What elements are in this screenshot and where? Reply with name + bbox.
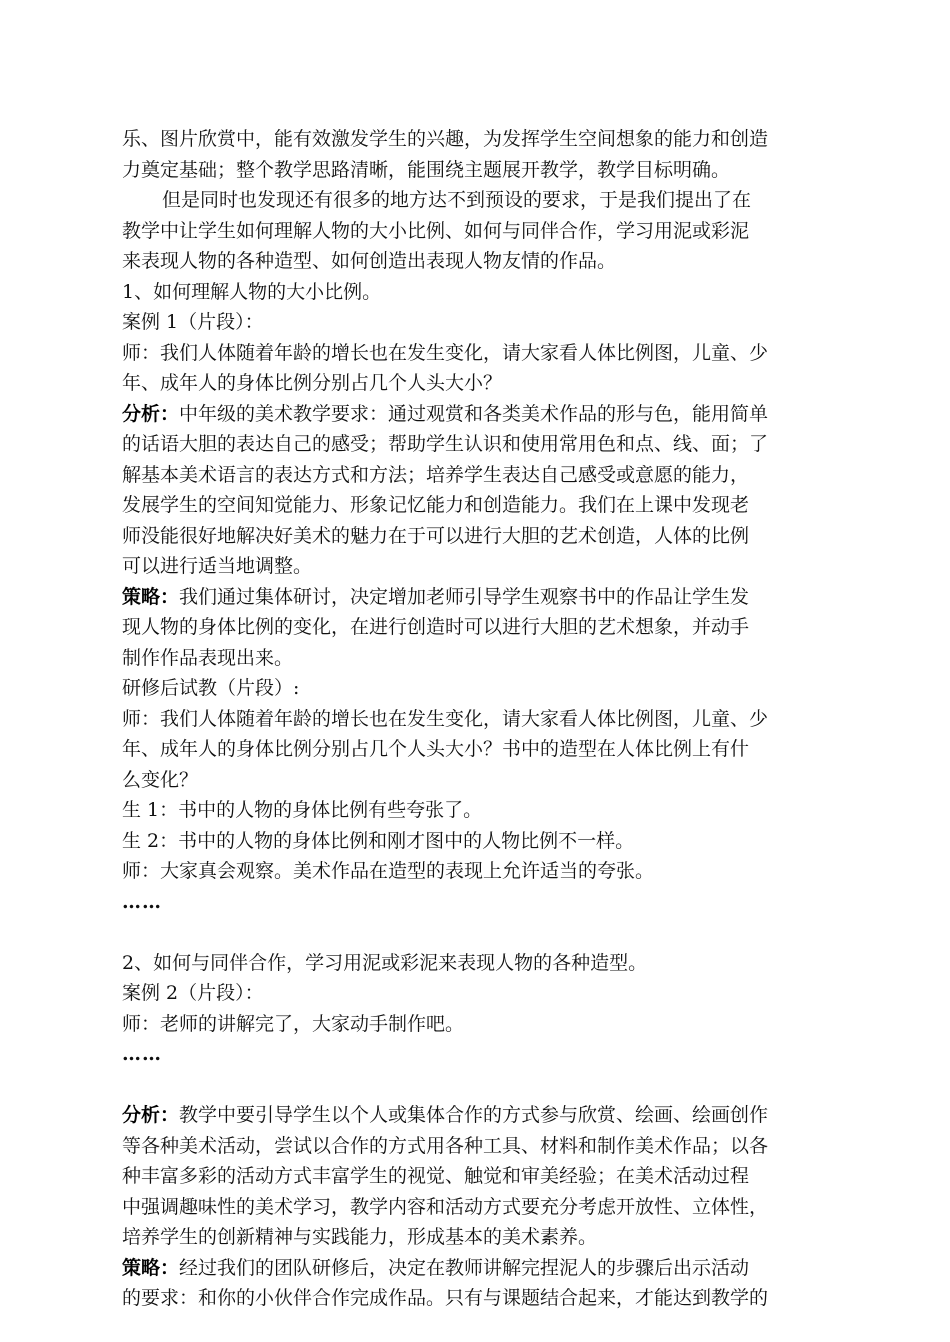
- labeled-paragraph-line: [122, 582, 852, 613]
- text-line: [122, 185, 852, 216]
- text-line: [122, 521, 852, 552]
- line-text: 乐、图片欣赏中，能有效激发学生的兴趣，为发挥学生空间想象的能力和创造: [122, 128, 769, 150]
- line-text: 制作作品表现出来。: [122, 646, 294, 669]
- line-text: 经过我们的团队研修后，决定在教师讲解完捏泥人的步骤后出示活动: [179, 1256, 750, 1279]
- text-line: [122, 1131, 852, 1162]
- line-text: 培养学生的创新精神与实践能力，形成基本的美术素养。: [122, 1226, 598, 1248]
- line-text: 可以进行适当地调整。: [122, 555, 313, 577]
- text-line: [122, 124, 852, 155]
- line-text: 现人物的身体比例的变化，在进行创造时可以进行大胆的艺术想象，并动手: [122, 616, 750, 638]
- text-line: [122, 734, 852, 765]
- text-line: [122, 155, 852, 186]
- text-line: [122, 490, 852, 521]
- text-line: [122, 704, 852, 735]
- blank-line: [122, 917, 852, 948]
- line-text: 生 1：书中的人物的身体比例有些夸张了。: [122, 799, 483, 821]
- line-text: 发展学生的空间知觉能力、形象记忆能力和创造能力。我们在上课中发现老: [122, 494, 750, 516]
- line-text: 等各种美术活动，尝试以合作的方式用各种工具、材料和制作美术作品；以各: [122, 1134, 769, 1157]
- section-label: 分析：: [122, 402, 180, 425]
- text-line: [122, 1009, 852, 1040]
- line-text: 案例 2（片段）：: [122, 982, 264, 1004]
- text-line: [122, 673, 852, 704]
- text-line: [122, 765, 852, 796]
- line-text: 种丰富多彩的活动方式丰富学生的视觉、触觉和审美经验；在美术活动过程: [122, 1165, 750, 1187]
- ellipsis-line: [122, 1039, 852, 1070]
- text-line: [122, 612, 852, 643]
- line-text: 研修后试教（片段）:: [122, 677, 300, 699]
- line-text: 年、成年人的身体比例分别占几个人头大小？书中的造型在人体比例上有什: [122, 738, 750, 760]
- line-text: 但是同时也发现还有很多的地方达不到预设的要求，于是我们提出了在: [162, 189, 752, 211]
- line-text: 解基本美术语言的表达方式和方法；培养学生表达自己感受或意愿的能力，: [122, 463, 750, 486]
- text-line: [122, 1192, 852, 1223]
- text-line: [122, 795, 852, 826]
- line-text: 案例 1（片段）：: [122, 311, 264, 333]
- line-text: 师：我们人体随着年龄的增长也在发生变化，请大家看人体比例图，儿童、少: [122, 707, 769, 730]
- labeled-paragraph-line: [122, 1100, 852, 1131]
- line-text: 师：老师的讲解完了，大家动手制作吧。: [122, 1012, 465, 1035]
- line-text: 2、如何与同伴合作，学习用泥或彩泥来表现人物的各种造型。: [122, 951, 648, 974]
- document-body: [122, 124, 852, 1314]
- text-line: [122, 307, 852, 338]
- text-line: [122, 1283, 852, 1314]
- line-text: 年、成年人的身体比例分别占几个人头大小？: [122, 372, 503, 394]
- line-text: ……: [122, 1043, 162, 1065]
- text-line: [122, 1222, 852, 1253]
- blank-line: [122, 1070, 852, 1101]
- text-line: [122, 643, 852, 674]
- line-text: 力奠定基础；整个教学思路清晰，能围绕主题展开教学，教学目标明确。: [122, 158, 731, 181]
- line-text: 中年级的美术教学要求：通过观赏和各类美术作品的形与色，能用简单: [179, 402, 769, 425]
- text-line: [122, 338, 852, 369]
- labeled-paragraph-line: [122, 1253, 852, 1284]
- line-text: 师：我们人体随着年龄的增长也在发生变化，请大家看人体比例图，儿童、少: [122, 341, 769, 364]
- text-line: [122, 277, 852, 308]
- line-text: 来表现人物的各种造型、如何创造出表现人物友情的作品。: [122, 250, 617, 272]
- text-line: [122, 429, 852, 460]
- text-line: [122, 368, 852, 399]
- text-line: [122, 856, 852, 887]
- line-text: 生 2：书中的人物的身体比例和刚才图中的人物比例不一样。: [122, 829, 635, 852]
- text-line: [122, 216, 852, 247]
- ellipsis-line: [122, 887, 852, 918]
- text-line: [122, 978, 852, 1009]
- line-text: 的要求：和你的小伙伴合作完成作品。只有与课题结合起来，才能达到教学的: [122, 1287, 769, 1309]
- line-text: 教学中让学生如何理解人物的大小比例、如何与同伴合作，学习用泥或彩泥: [122, 219, 750, 242]
- line-text: 1、如何理解人物的大小比例。: [122, 280, 382, 303]
- line-text: 的话语大胆的表达自己的感受；帮助学生认识和使用常用色和点、线、面；了: [122, 433, 769, 455]
- text-line: [122, 460, 852, 491]
- line-text: 师没能很好地解决好美术的魅力在于可以进行大胆的艺术创造，人体的比例: [122, 524, 750, 547]
- line-text: 教学中要引导学生以个人或集体合作的方式参与欣赏、绘画、绘画创作: [179, 1104, 769, 1126]
- line-text: 中强调趣味性的美术学习，教学内容和活动方式要充分考虑开放性、立体性，: [122, 1195, 769, 1218]
- line-text: 师：大家真会观察。美术作品在造型的表现上允许适当的夸张。: [122, 860, 655, 882]
- text-line: [122, 826, 852, 857]
- text-line: [122, 551, 852, 582]
- line-text: ……: [122, 890, 162, 913]
- text-line: [122, 1161, 852, 1192]
- line-text: 么变化？: [122, 768, 199, 791]
- labeled-paragraph-line: [122, 399, 852, 430]
- section-label: 策略：: [122, 585, 180, 608]
- text-line: [122, 246, 852, 277]
- section-label: 分析：: [122, 1104, 180, 1126]
- section-label: 策略：: [122, 1256, 180, 1279]
- text-line: [122, 948, 852, 979]
- line-text: 我们通过集体研讨，决定增加老师引导学生观察书中的作品让学生发: [179, 585, 750, 608]
